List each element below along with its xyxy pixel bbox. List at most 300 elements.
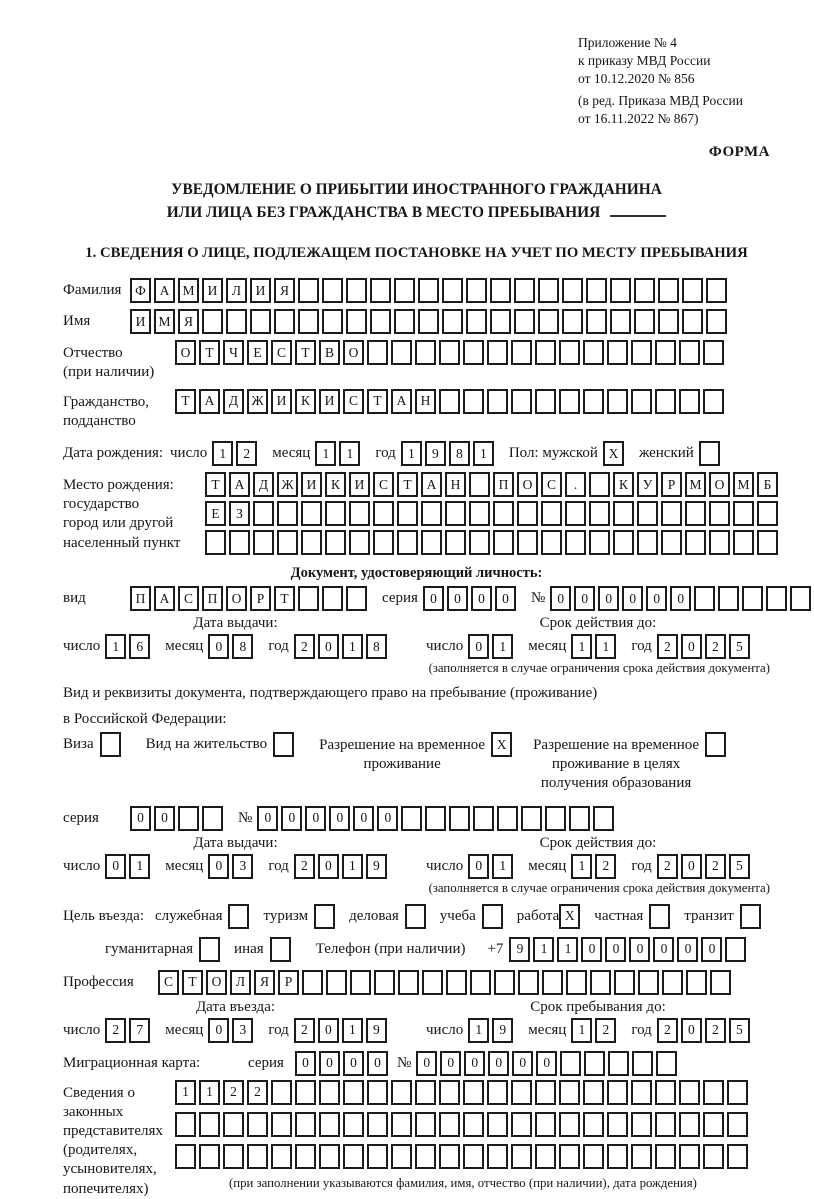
char-box	[725, 937, 746, 962]
birth-place-row-1	[205, 472, 781, 497]
stay-doc-intro-1: Вид и реквизиты документа, подтверждающего право на пребывание (проживание)	[63, 685, 598, 702]
char-box: 2	[657, 634, 678, 659]
purpose-work-checkbox	[559, 904, 583, 929]
char-box: С	[178, 586, 199, 611]
representatives-row-1	[175, 1080, 751, 1105]
char-box	[373, 530, 394, 555]
doc-issue-day-boxes	[105, 634, 153, 659]
char-box: 0	[281, 806, 302, 831]
male-checkbox	[603, 441, 627, 466]
char-box: С	[158, 970, 179, 995]
char-box: 1	[199, 1080, 220, 1105]
edu-residence-checkbox	[705, 732, 729, 757]
migration-card-series-boxes	[295, 1051, 391, 1076]
char-box: X	[559, 904, 580, 929]
char-box	[607, 389, 628, 414]
permit-type-row	[63, 732, 770, 794]
char-box	[742, 586, 763, 611]
birth-month-boxes	[315, 441, 363, 466]
char-box	[631, 1144, 652, 1169]
char-box	[607, 340, 628, 365]
char-box: А	[154, 278, 175, 303]
purpose-humanitarian-label: гуманитарная	[105, 940, 194, 957]
char-box: 1	[557, 937, 578, 962]
annex-line: от 10.12.2020 № 856	[578, 70, 695, 86]
char-box	[247, 1144, 268, 1169]
char-box: Я	[178, 309, 199, 334]
doc-kind-label: вид	[63, 590, 86, 607]
title-line-2	[63, 201, 770, 224]
char-box	[727, 1112, 748, 1137]
representatives-label-line: попечителях)	[63, 1180, 149, 1197]
form-label: ФОРМА	[708, 144, 770, 161]
char-box	[250, 309, 271, 334]
month-label: месяц	[165, 857, 204, 874]
char-box	[655, 1080, 676, 1105]
char-box	[445, 530, 466, 555]
title-line-2-text: ИЛИ ЛИЦА БЕЗ ГРАЖДАНСТВА В МЕСТО ПРЕБЫВАНИЯ	[166, 204, 601, 222]
char-box: Т	[274, 586, 295, 611]
char-box	[685, 501, 706, 526]
char-box: 0	[605, 937, 626, 962]
char-box	[545, 806, 566, 831]
char-box	[226, 309, 247, 334]
char-box: 0	[512, 1051, 533, 1076]
char-box: И	[271, 389, 292, 414]
char-box: 0	[367, 1051, 388, 1076]
char-box	[415, 340, 436, 365]
char-box: К	[325, 472, 346, 497]
char-box: О	[175, 340, 196, 365]
birth-place-boxes	[205, 472, 781, 559]
char-box	[405, 904, 426, 929]
doc-series-boxes	[423, 586, 519, 611]
char-box	[511, 1112, 532, 1137]
char-box	[487, 1144, 508, 1169]
char-box: 9	[509, 937, 530, 962]
annex-line: Приложение № 4	[578, 35, 677, 50]
char-box: 0	[468, 634, 489, 659]
char-box: 6	[129, 634, 150, 659]
char-box	[562, 278, 583, 303]
char-box: 0	[488, 1051, 509, 1076]
char-box	[608, 1051, 629, 1076]
visa-label: Виза	[63, 736, 94, 753]
char-box	[205, 530, 226, 555]
doc-expiry-group	[426, 615, 770, 659]
char-box	[295, 1144, 316, 1169]
char-box	[199, 1144, 220, 1169]
char-box: 1	[105, 634, 126, 659]
citizenship-boxes	[175, 389, 727, 414]
char-box	[415, 1080, 436, 1105]
title-underline	[610, 204, 666, 217]
permit-expiry-group	[426, 835, 770, 879]
char-box	[638, 970, 659, 995]
doc-expiry-year-boxes	[657, 634, 753, 659]
char-box	[790, 586, 811, 611]
char-box	[559, 389, 580, 414]
char-box	[100, 732, 121, 757]
char-box	[562, 309, 583, 334]
day-label: число	[63, 857, 101, 874]
doc-issue-line	[63, 634, 408, 659]
char-box: 1	[129, 854, 150, 879]
char-box	[679, 389, 700, 414]
char-box	[343, 1080, 364, 1105]
char-box	[247, 1112, 268, 1137]
doc-expiry-note: (заполняется в случае ограничения срока действия документа)	[428, 661, 770, 676]
char-box: И	[319, 389, 340, 414]
char-box	[655, 1144, 676, 1169]
char-box	[487, 1080, 508, 1105]
char-box: Р	[661, 472, 682, 497]
char-box: 0	[318, 1018, 339, 1043]
char-box	[482, 904, 503, 929]
given-name-label: Имя	[63, 313, 91, 330]
char-box	[463, 389, 484, 414]
residence-permit-checkbox	[273, 732, 297, 757]
purpose-tourism-checkbox	[314, 904, 338, 929]
char-box	[535, 340, 556, 365]
char-box: Б	[757, 472, 778, 497]
char-box: 1	[468, 1018, 489, 1043]
char-box	[593, 806, 614, 831]
purpose-row	[63, 904, 770, 929]
char-box	[271, 1112, 292, 1137]
char-box	[223, 1112, 244, 1137]
char-box: О	[343, 340, 364, 365]
char-box: 0	[130, 806, 151, 831]
char-box	[559, 1112, 580, 1137]
char-box: И	[130, 309, 151, 334]
char-box: 2	[294, 1018, 315, 1043]
stay-until-day-boxes	[468, 1018, 516, 1043]
char-box: 0	[105, 854, 126, 879]
char-box	[703, 389, 724, 414]
char-box	[559, 1080, 580, 1105]
char-box: 0	[208, 634, 229, 659]
char-box: 0	[681, 634, 702, 659]
char-box: 0	[208, 1018, 229, 1043]
char-box	[637, 501, 658, 526]
char-box: 0	[629, 937, 650, 962]
char-box: 1	[339, 441, 360, 466]
char-box	[511, 1080, 532, 1105]
month-label: месяц	[165, 638, 204, 655]
char-box: Я	[274, 278, 295, 303]
char-box	[631, 1080, 652, 1105]
permit-issue-group	[63, 835, 408, 879]
char-box	[442, 278, 463, 303]
char-box	[541, 530, 562, 555]
char-box: В	[319, 340, 340, 365]
char-box	[421, 501, 442, 526]
char-box	[494, 970, 515, 995]
char-box: 1	[571, 854, 592, 879]
representatives-boxes-3	[175, 1144, 751, 1169]
char-box: 1	[473, 441, 494, 466]
char-box: 1	[492, 634, 513, 659]
birth-place-label-line: Место рождения:	[63, 477, 174, 494]
patronymic-label-line: (при наличии)	[63, 364, 155, 381]
char-box	[319, 1144, 340, 1169]
char-box	[686, 970, 707, 995]
purpose-work-label: работа	[516, 907, 560, 924]
char-box	[535, 1144, 556, 1169]
day-label: число	[63, 638, 101, 655]
char-box	[418, 278, 439, 303]
char-box	[685, 530, 706, 555]
char-box: 0	[646, 586, 667, 611]
doc-issue-year-boxes	[294, 634, 390, 659]
char-box	[542, 970, 563, 995]
char-box	[470, 970, 491, 995]
char-box: 9	[366, 1018, 387, 1043]
char-box	[439, 1144, 460, 1169]
representatives-label-line: усыновителях,	[63, 1161, 157, 1178]
char-box: 1	[315, 441, 336, 466]
edu-residence-label-line: получения образования	[540, 775, 692, 792]
month-label: месяц	[272, 445, 311, 462]
char-box: X	[491, 732, 512, 757]
char-box	[766, 586, 787, 611]
char-box	[343, 1144, 364, 1169]
char-box	[469, 472, 490, 497]
sex-female-label: женский	[638, 445, 694, 462]
permit-expiry-note: (заполняется в случае ограничения срока действия документа)	[428, 880, 770, 895]
char-box	[463, 1080, 484, 1105]
char-box	[277, 501, 298, 526]
char-box	[679, 340, 700, 365]
char-box	[679, 1112, 700, 1137]
char-box: 1	[401, 441, 422, 466]
char-box	[560, 1051, 581, 1076]
char-box	[253, 530, 274, 555]
char-box: О	[709, 472, 730, 497]
char-box	[682, 309, 703, 334]
char-box: 0	[319, 1051, 340, 1076]
surname-label: Фамилия	[63, 282, 122, 299]
char-box	[314, 904, 335, 929]
char-box	[655, 389, 676, 414]
char-box	[583, 389, 604, 414]
char-box	[325, 501, 346, 526]
char-box: 0	[257, 806, 278, 831]
permit-expiry-year-boxes	[657, 854, 753, 879]
char-box: Р	[278, 970, 299, 995]
char-box	[655, 340, 676, 365]
number-label: №	[238, 809, 253, 826]
series-label: серия	[382, 590, 418, 607]
char-box: Т	[182, 970, 203, 995]
char-box: Е	[247, 340, 268, 365]
char-box	[253, 501, 274, 526]
char-box	[661, 501, 682, 526]
char-box: 5	[729, 1018, 750, 1043]
purpose-private-label: частная	[594, 907, 644, 924]
permit-expiry-month-boxes	[571, 854, 619, 879]
representatives-row	[63, 1080, 770, 1199]
char-box	[535, 1080, 556, 1105]
char-box: 9	[425, 441, 446, 466]
char-box	[415, 1112, 436, 1137]
char-box: 0	[440, 1051, 461, 1076]
char-box: Ж	[277, 472, 298, 497]
char-box: 2	[223, 1080, 244, 1105]
purpose-official-checkbox	[228, 904, 252, 929]
char-box	[367, 340, 388, 365]
char-box: 0	[670, 586, 691, 611]
char-box	[397, 530, 418, 555]
female-checkbox	[699, 441, 723, 466]
char-box	[541, 501, 562, 526]
purpose-business-checkbox	[405, 904, 429, 929]
char-box: А	[229, 472, 250, 497]
char-box: 2	[294, 854, 315, 879]
char-box: Т	[295, 340, 316, 365]
purpose-business	[349, 904, 429, 929]
char-box	[559, 1144, 580, 1169]
char-box	[295, 1080, 316, 1105]
char-box: 1	[342, 634, 363, 659]
char-box	[757, 530, 778, 555]
char-box	[346, 309, 367, 334]
char-box: 0	[574, 586, 595, 611]
char-box: А	[199, 389, 220, 414]
char-box: А	[421, 472, 442, 497]
char-box	[610, 309, 631, 334]
series-label: серия	[63, 809, 99, 826]
char-box: М	[733, 472, 754, 497]
char-box	[442, 309, 463, 334]
char-box	[589, 501, 610, 526]
char-box	[473, 806, 494, 831]
year-label: год	[268, 638, 289, 655]
char-box	[586, 278, 607, 303]
permit-dates	[63, 835, 770, 879]
char-box	[658, 309, 679, 334]
char-box	[497, 806, 518, 831]
entry-date-group	[63, 999, 408, 1043]
stay-doc-intro-2: в Российской Федерации:	[63, 711, 227, 728]
birth-place-label-line: населенный пункт	[63, 534, 181, 551]
char-box	[703, 340, 724, 365]
char-box: 0	[598, 586, 619, 611]
char-box	[391, 1144, 412, 1169]
char-box: 0	[295, 1051, 316, 1076]
month-label: месяц	[528, 638, 567, 655]
char-box	[757, 501, 778, 526]
char-box	[373, 501, 394, 526]
char-box	[511, 389, 532, 414]
citizenship-label	[63, 389, 175, 431]
char-box	[298, 278, 319, 303]
phone-prefix: +7	[487, 940, 504, 957]
year-label: год	[631, 857, 652, 874]
char-box	[271, 1080, 292, 1105]
representatives-label	[63, 1080, 175, 1199]
doc-issue-group	[63, 615, 408, 659]
char-box	[421, 530, 442, 555]
char-box	[493, 530, 514, 555]
char-box: 1	[492, 854, 513, 879]
char-box	[514, 309, 535, 334]
birth-place-label	[63, 472, 205, 553]
char-box: Т	[205, 472, 226, 497]
permit-number-boxes	[257, 806, 617, 831]
char-box	[322, 309, 343, 334]
birth-place-row-3	[205, 530, 781, 555]
year-label: год	[268, 1021, 289, 1038]
char-box	[613, 530, 634, 555]
month-label: месяц	[528, 857, 567, 874]
doc-expiry-head: Срок действия до:	[539, 615, 657, 632]
char-box	[463, 1144, 484, 1169]
char-box	[346, 278, 367, 303]
char-box	[273, 732, 294, 757]
char-box: 1	[571, 1018, 592, 1043]
permit-issue-head: Дата выдачи:	[193, 834, 278, 851]
char-box	[391, 1080, 412, 1105]
char-box: С	[373, 472, 394, 497]
day-label: число	[63, 1021, 101, 1038]
representatives-label-line: представителях	[63, 1122, 163, 1139]
char-box	[322, 278, 343, 303]
doc-kind-boxes	[130, 586, 370, 611]
char-box	[493, 501, 514, 526]
purpose-other	[234, 937, 294, 962]
char-box: 0	[681, 1018, 702, 1043]
profession-row	[63, 970, 770, 995]
temp-residence-label-line: проживание	[363, 756, 441, 773]
char-box	[703, 1144, 724, 1169]
purpose-work	[517, 904, 584, 929]
representatives-boxes-1	[175, 1080, 751, 1105]
char-box	[326, 970, 347, 995]
char-box: 0	[622, 586, 643, 611]
char-box	[538, 278, 559, 303]
birth-place-boxes-3	[205, 530, 781, 555]
char-box	[583, 1144, 604, 1169]
char-box: Ф	[130, 278, 151, 303]
char-box: 7	[129, 1018, 150, 1043]
char-box: 0	[318, 634, 339, 659]
char-box	[589, 530, 610, 555]
char-box: С	[343, 389, 364, 414]
permit-issue-year-boxes	[294, 854, 390, 879]
char-box: П	[493, 472, 514, 497]
char-box	[398, 970, 419, 995]
char-box	[401, 806, 422, 831]
char-box: С	[271, 340, 292, 365]
char-box	[566, 970, 587, 995]
stay-until-head: Срок пребывания до:	[530, 998, 666, 1015]
char-box	[631, 389, 652, 414]
title-line-1: УВЕДОМЛЕНИЕ О ПРИБЫТИИ ИНОСТРАННОГО ГРАЖДАНИНА	[171, 181, 662, 199]
char-box: 0	[447, 586, 468, 611]
visa-checkbox	[100, 732, 124, 757]
year-label: год	[375, 445, 396, 462]
char-box: И	[250, 278, 271, 303]
char-box: О	[226, 586, 247, 611]
day-label: число	[426, 857, 464, 874]
char-box: 0	[464, 1051, 485, 1076]
doc-issue-head: Дата выдачи:	[193, 615, 278, 632]
char-box	[175, 1144, 196, 1169]
edu-residence-label-line: Разрешение на временное	[533, 737, 700, 754]
char-box	[583, 1080, 604, 1105]
